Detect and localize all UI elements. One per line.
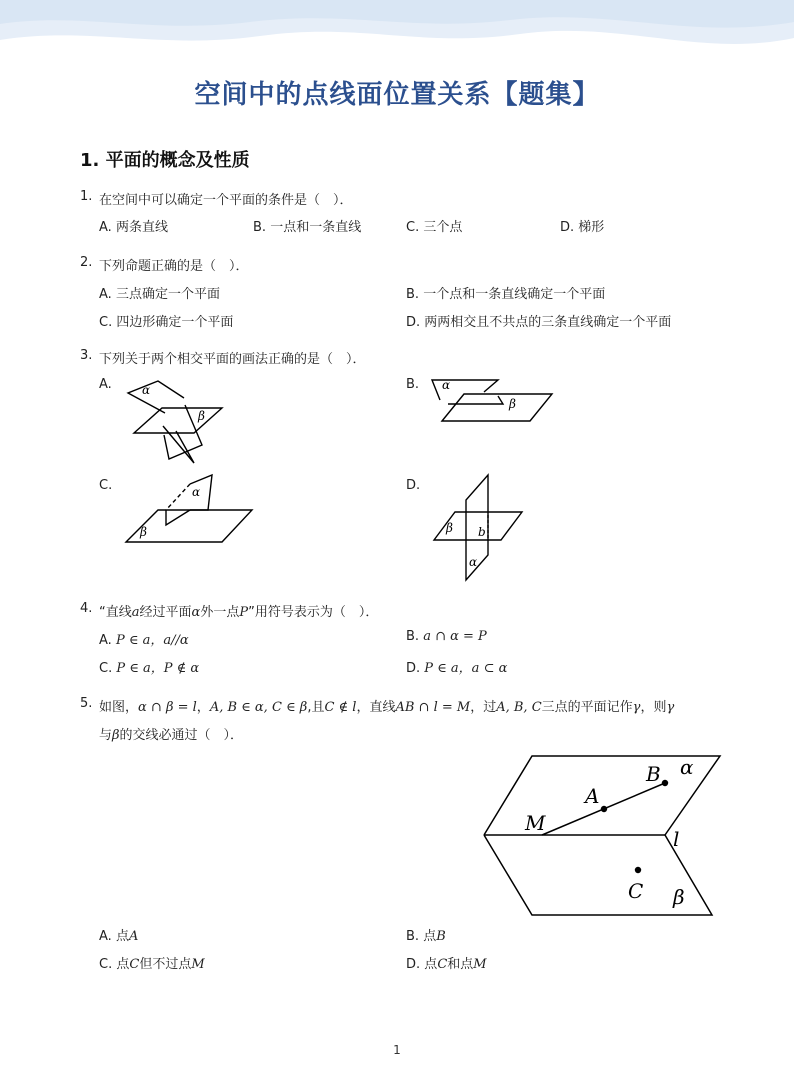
figure-5-planes-alpha-beta [480,752,730,922]
figure-5-label-a: A [585,784,600,808]
question-1-option-b: B. 一点和一条直线 [253,220,362,235]
figure-3b-intersecting-planes [428,376,558,426]
question-4-option-d: D. P ∈ a，a ⊂ α [406,661,508,676]
figure-5-label-c: C [628,879,644,903]
figure-3b-alpha-label: α [442,378,451,392]
question-3-number: 3. [80,348,93,363]
figure-3d-beta-label: β [446,521,453,535]
section-title: 1. 平面的概念及性质 [80,150,250,171]
figure-5-label-alpha: α [680,755,694,779]
question-3-stem: 下列关于两个相交平面的画法正确的是（ ）． [99,352,366,367]
figure-3d-b-label: b [478,525,486,539]
figure-5-label-b: B [646,762,661,786]
figure-3a-alpha-label: α [142,383,151,397]
question-1-option-d: D. 梯形 [560,220,605,235]
question-1-stem: 在空间中可以确定一个平面的条件是（ ）． [99,193,353,208]
figure-5-label-l: l [673,827,680,851]
question-3-option-a-label: A. [99,377,112,392]
figure-3d-alpha-label: α [469,555,478,569]
question-4-option-c: C. P ∈ a，P ∉ α [99,661,200,676]
question-3-option-c-label: C. [99,478,113,493]
figure-3b-beta-label: β [509,397,516,411]
question-3-option-d-label: D. [406,478,421,493]
question-5-stem-line-2: 与β的交线必通过（ ）． [99,728,244,743]
figure-5-point-b [662,780,668,786]
question-5-option-c: C. 点C但不过点M [99,957,205,972]
question-4-option-b: B. a ∩ α = P [406,629,487,644]
question-2-option-a: A. 三点确定一个平面 [99,287,220,302]
question-3-option-b-label: B. [406,377,420,392]
document-title: 空间中的点线面位置关系【题集】 [194,80,600,110]
question-1-option-c: C. 三个点 [406,220,463,235]
figure-3d-intersecting-planes [428,470,528,585]
question-5-number: 5. [80,696,93,711]
page-number: 1 [393,1043,401,1057]
figure-3c-beta-label: β [140,525,147,539]
figure-5-label-m: M [525,811,546,835]
figure-3a-beta-label: β [198,409,205,423]
question-2-option-c: C. 四边形确定一个平面 [99,315,234,330]
figure-5-point-a [601,806,607,812]
question-1-number: 1. [80,189,93,204]
question-2-stem: 下列命题正确的是（ ）． [99,259,249,274]
figure-5-point-c [635,867,641,873]
question-4-number: 4. [80,601,93,616]
question-1-option-a: A. 两条直线 [99,220,168,235]
header-wave-decoration [0,0,794,60]
question-5-option-a: A. 点A [99,929,139,944]
figure-5-label-beta: β [673,885,685,909]
question-5-stem-line-1: 如图，α ∩ β = l，A, B ∈ α, C ∈ β,且C ∉ l，直线AB ∩ l = M，过A, B, C三点的平面记作γ，则γ [99,700,675,715]
question-2-option-b: B. 一个点和一条直线确定一个平面 [406,287,606,302]
question-4-stem: “直线a经过平面α外一点P”用符号表示为（ ）． [99,605,379,620]
question-2-option-d: D. 两两相交且不共点的三条直线确定一个平面 [406,315,672,330]
question-5-option-d: D. 点C和点M [406,957,487,972]
question-2-number: 2. [80,255,93,270]
question-4-option-a: A. P ∈ a，a//α [99,633,189,648]
figure-3c-alpha-label: α [192,485,201,499]
figure-3a-intersecting-planes [120,376,230,466]
question-5-option-b: B. 点B [406,929,446,944]
figure-3c-intersecting-planes [120,470,255,550]
